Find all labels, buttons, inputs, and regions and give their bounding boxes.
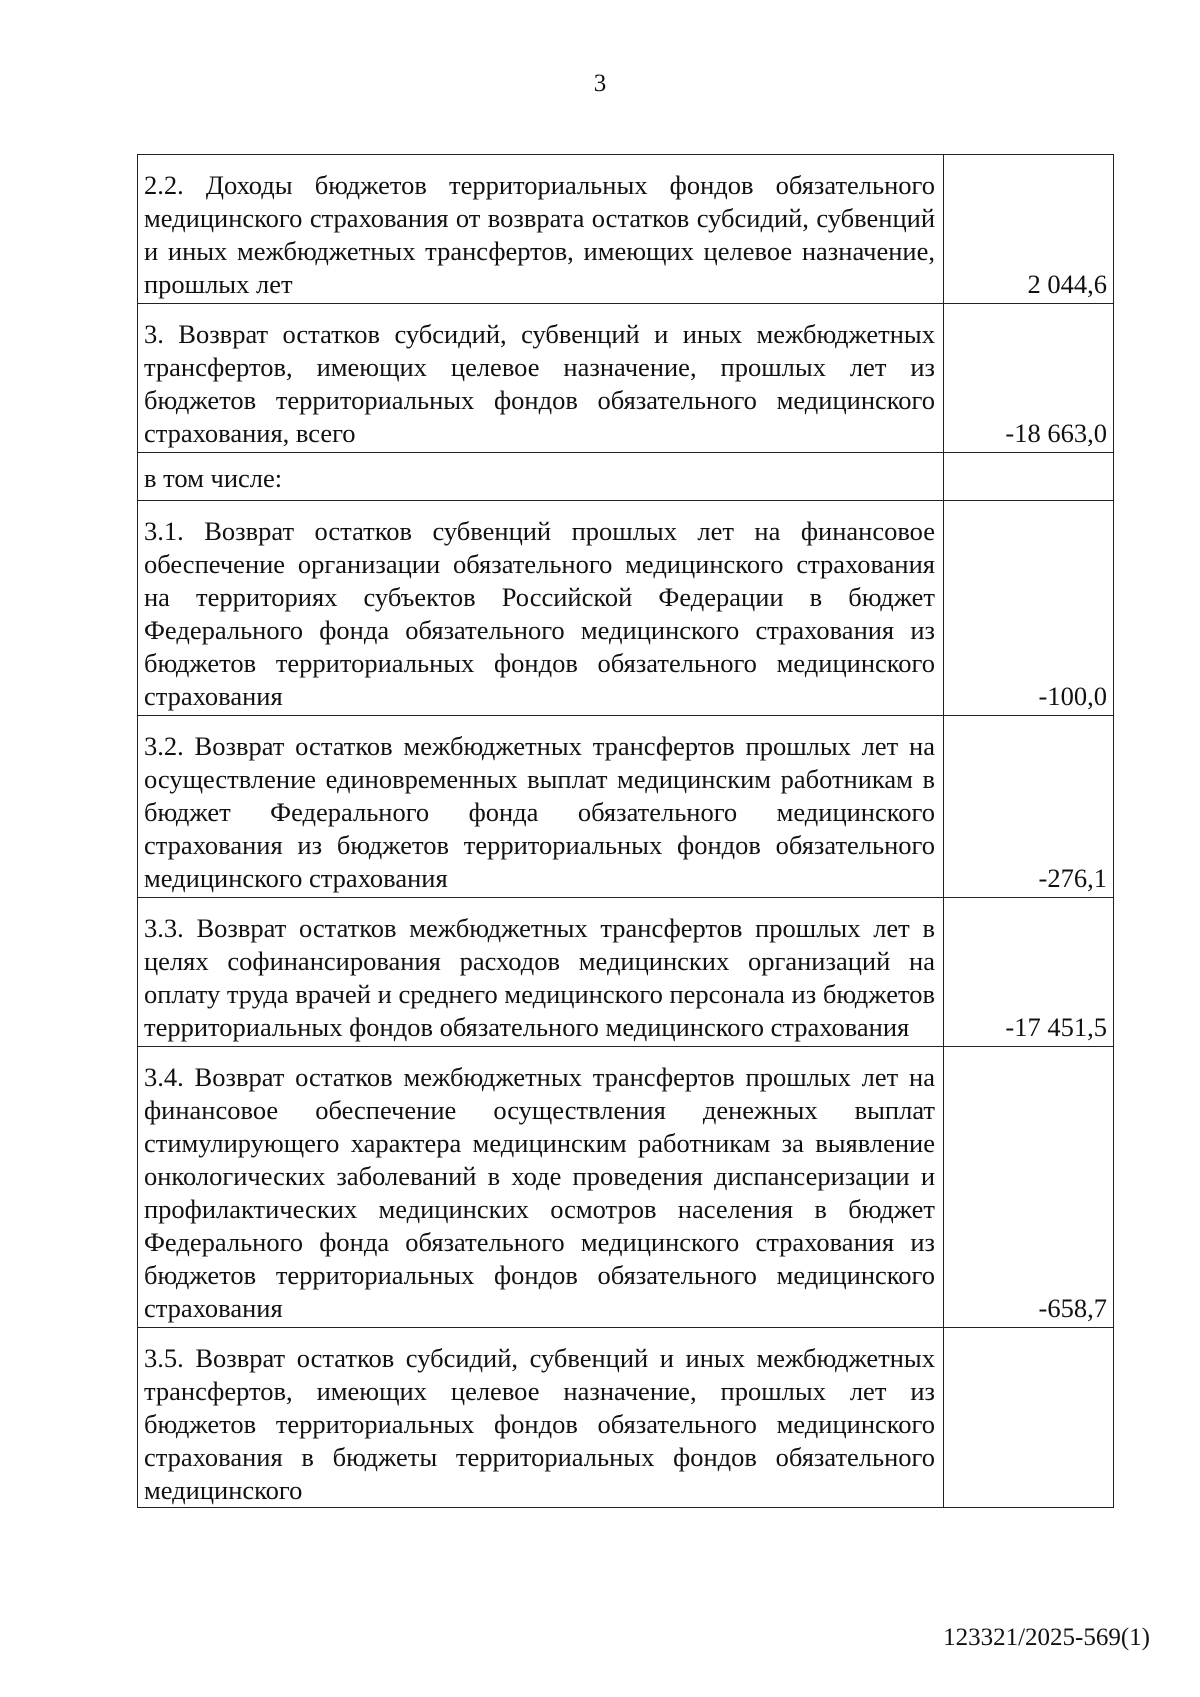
row-value: -18 663,0 [944,304,1114,453]
page-number: 3 [593,70,607,97]
row-description: 3.5. Возврат остатков субсидий, субвенций и иных межбюджетных трансфертов, имеющих целевое назначение, прошлых лет из бюджетов территориальных фондов обязательного медицинского страхования в бюджеты территориальных фондов обязательного медицинского [138,1328,944,1508]
row-description: в том числе: [138,453,944,501]
document-code: 123321/2025-569(1) [943,1624,1150,1651]
row-value: 2 044,6 [944,155,1114,304]
table-row [138,155,1114,304]
row-value: -100,0 [944,501,1114,716]
table-row [138,304,1114,453]
row-value: -276,1 [944,716,1114,898]
table-row [138,1047,1114,1328]
row-value [944,453,1114,501]
table-row [138,1328,1114,1508]
row-description: 3.3. Возврат остатков межбюджетных трансфертов прошлых лет в целях софинансирования расходов медицинских организаций на оплату труда врачей и среднего медицинского персонала из бюджетов территориальных фондов обязательного медицинского страхования [138,898,944,1047]
row-description: 2.2. Доходы бюджетов территориальных фондов обязательного медицинского страхования от возврата остатков субсидий, субвенций и иных межбюджетных трансфертов, имеющих целевое назначение, прошлых лет [138,155,944,304]
row-description: 3.1. Возврат остатков субвенций прошлых лет на финансовое обеспечение организации обязательного медицинского страхования на территориях субъектов Российской Федерации в бюджет Федерального фонда обязательного медицинского страхования из бюджетов территориальных фондов обязательного медицинского страхования [138,501,944,716]
row-value: -658,7 [944,1047,1114,1328]
row-description: 3.2. Возврат остатков межбюджетных трансфертов прошлых лет на осуществление единовременных выплат медицинским работникам в бюджет Федерального фонда обязательного медицинского страхования из бюджетов территориальных фондов обязательного медицинского страхования [138,716,944,898]
table-row [138,716,1114,898]
row-description: 3. Возврат остатков субсидий, субвенций и иных межбюджетных трансфертов, имеющих целевое назначение, прошлых лет из бюджетов территориальных фондов обязательного медицинского страхования, всего [138,304,944,453]
budget-table [137,154,1114,1508]
table-row [138,453,1114,501]
row-description: 3.4. Возврат остатков межбюджетных трансфертов прошлых лет на финансовое обеспечение осуществления денежных выплат стимулирующего характера медицинским работникам за выявление онкологических заболеваний в ходе проведения диспансеризации и профилактических медицинских осмотров населения в бюджет Федерального фонда обязательного медицинского страхования из бюджетов территориальных фондов обязательного медицинского страхования [138,1047,944,1328]
row-value [944,1328,1114,1508]
row-value: -17 451,5 [944,898,1114,1047]
table-row [138,501,1114,716]
table-row [138,898,1114,1047]
